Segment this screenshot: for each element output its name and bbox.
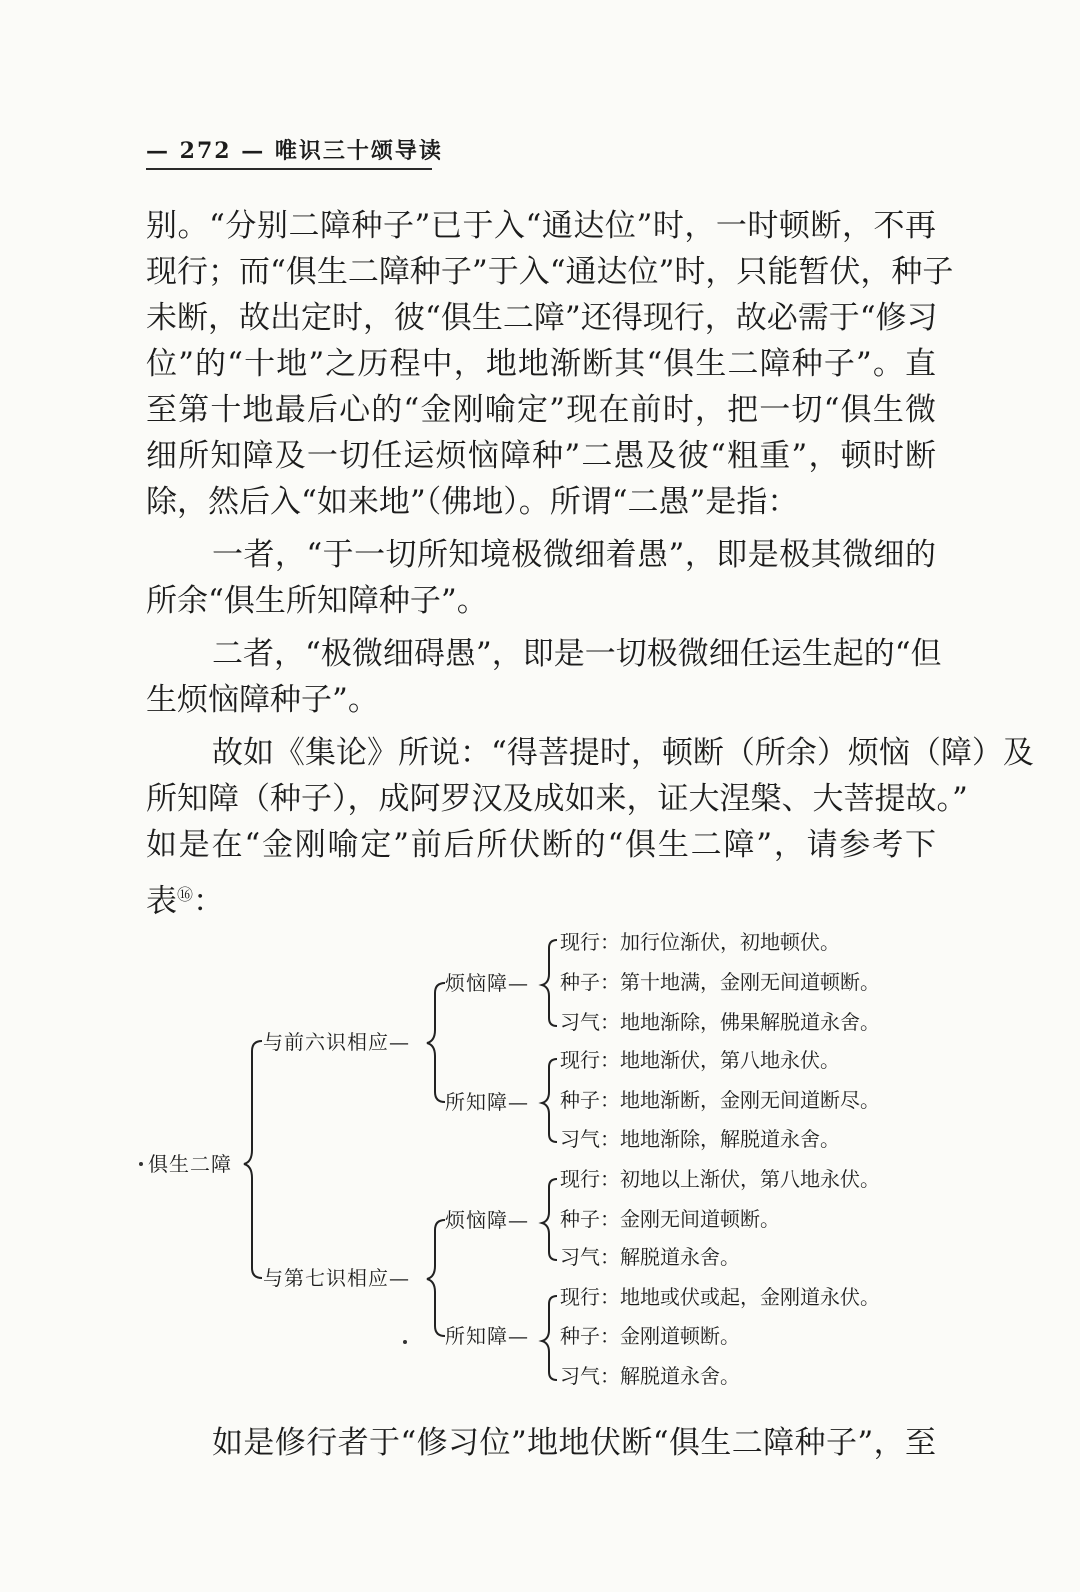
body-line: 细所知障及一切任运烦恼障种”二愚及彼“粗重”，顿时断 — [146, 438, 936, 474]
page-header: — 272 — 唯识三十颂导读 — [146, 138, 443, 164]
body-line: 别。“分别二障种子”已于入“通达位”时，一时顿断，不再 — [146, 208, 936, 244]
diagram-item: 习气：地地渐除，解脱道永舍。 — [560, 1127, 840, 1151]
sub-brace — [542, 1296, 557, 1380]
diagram-sub-label: 所知障— — [445, 1090, 529, 1114]
diagram-branch-label: 与前六识相应— — [263, 1030, 410, 1054]
sub-brace — [542, 940, 557, 1026]
branch1-brace — [427, 983, 445, 1102]
body-line: 所余“俱生所知障种子”。 — [146, 583, 488, 619]
body-line-text: ： — [193, 883, 225, 920]
body-line: 二者，“极微细碍愚”，即是一切极微细任运生起的“但 — [212, 636, 942, 672]
body-line: 所知障（种子），成阿罗汉及成如来，证大涅槃、大菩提故。” — [146, 781, 968, 817]
scan-speck — [139, 1162, 143, 1166]
diagram-sub-label: 烦恼障— — [445, 971, 529, 995]
body-line: 现行；而“俱生二障种子”于入“通达位”时，只能暂伏，种子 — [146, 254, 954, 290]
diagram-item: 习气：解脱道永舍。 — [560, 1364, 740, 1388]
sub-brace — [542, 1059, 557, 1142]
diagram-item: 习气：地地渐除，佛果解脱道永舍。 — [560, 1010, 880, 1034]
root-brace — [244, 1041, 262, 1278]
body-line: 一者，“于一切所知境极微细着愚”，即是极其微细的 — [212, 537, 936, 573]
diagram-item: 现行：地地渐伏，第八地永伏。 — [560, 1048, 840, 1072]
diagram-item: 现行：地地或伏或起，金刚道永伏。 — [560, 1285, 880, 1309]
body-line: 如是在“金刚喻定”前后所伏断的“俱生二障”，请参考下 — [146, 827, 936, 863]
diagram-item: 种子：地地渐断，金刚无间道断尽。 — [560, 1088, 880, 1112]
body-line: 位”的“十地”之历程中，地地渐断其“俱生二障种子”。直 — [146, 346, 936, 382]
body-line: 未断，故出定时，彼“俱生二障”还得现行，故必需于“修习 — [146, 300, 938, 336]
diagram-root: 俱生二障 — [148, 1152, 232, 1176]
scan-speck — [403, 1340, 407, 1344]
body-line: 如是修行者于“修习位”地地伏断“俱生二障种子”，至 — [212, 1425, 936, 1461]
body-line: 生烦恼障种子”。 — [146, 682, 379, 718]
diagram-item: 现行：加行位渐伏，初地顿伏。 — [560, 930, 840, 954]
diagram-branch-label: 与第七识相应— — [263, 1266, 410, 1290]
body-line: 故如《集论》所说：“得菩提时，顿断（所余）烦恼（障）及 — [212, 735, 1034, 771]
sub-brace — [542, 1179, 557, 1260]
diagram-sub-label: 所知障— — [445, 1324, 529, 1348]
diagram-item: 种子：第十地满，金刚无间道顿断。 — [560, 970, 880, 994]
body-line: 除，然后入“如来地”（佛地）。所谓“二愚”是指： — [146, 484, 799, 520]
diagram-item: 种子：金刚无间道顿断。 — [560, 1207, 780, 1231]
diagram-item: 种子：金刚道顿断。 — [560, 1324, 740, 1348]
body-line-text: 表 — [146, 883, 177, 920]
branch2-brace — [427, 1220, 445, 1336]
body-line: 至第十地最后心的“金刚喻定”现在前时，把一切“俱生微 — [146, 392, 936, 428]
diagram-sub-label: 烦恼障— — [445, 1208, 529, 1232]
footnote-marker: ⑯ — [177, 885, 194, 904]
diagram-item: 现行：初地以上渐伏，第八地永伏。 — [560, 1167, 880, 1191]
diagram-item: 习气：解脱道永舍。 — [560, 1245, 740, 1269]
